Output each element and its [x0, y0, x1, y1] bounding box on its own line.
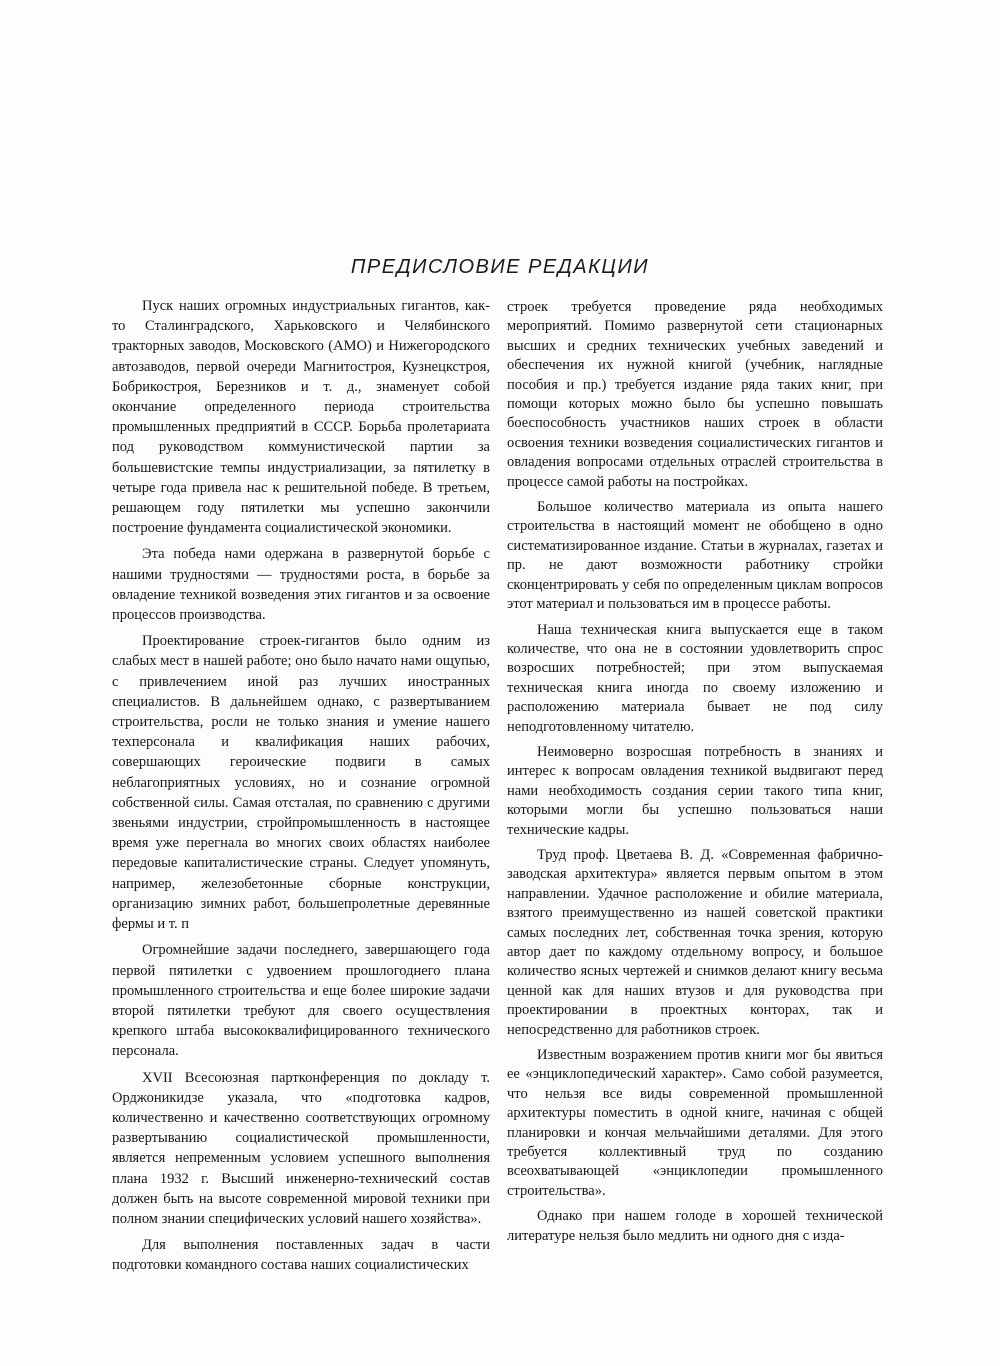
left-column — [112, 296, 490, 1276]
paragraph: Наша техническая книга выпускается еще в таком количестве, что она не в состоянии удовлетворить спрос возросших потребностей; при этом выпускаемая техническая книга иногда по своему изложению и расположению материала бывает не под силу неподготовленному читателю. — [507, 621, 883, 735]
paragraph: XVII Всесоюзная партконференция по докладу т. Орджоникидзе указала, что «подготовка кадров, количественно и качественно соответствующих огромному развертыванию социалистической промышленности, является непременным условием успешного выполнения плана 1932 г. Высший инженерно-технический состав должен быть на высоте современной мировой техники при полном знании специфических условий нашего хозяйства». — [112, 1069, 490, 1227]
paragraph: Эта победа нами одержана в развернутой борьбе с нашими трудностями — трудностями роста, в борьбе за овладение техникой возведения этих гигантов и за освоение процессов производства. — [112, 546, 490, 624]
paragraph: Проектирование строек-гигантов было одним из слабых мест в нашей работе; оно было начато нами ощупью, с привлечением иной раз лучших иностранных специалистов. В дальнейшем однако, с развертыванием строительства, росли не только знания и умение нашего техперсонала и квалификация наших рабочих, совершающих героические подвиги в самых неблагоприятных условиях, но и сознание огромной собственной силы. Самая отсталая, по сравнению с другими звеньями индустрии, стройпромышленность в настоящее время уже перегнала во многих своих областях наиболее передовые капиталистические страны. Следует упомянуть, например, железобетонные сборные конструкции, организацию зимних работ, большепролетные деревянные фермы и т. п — [112, 633, 490, 933]
paragraph: Большое количество материала из опыта нашего строительства в настоящий момент не обобщено в одно систематизированное издание. Статьи в журналах, газетах и пр. не дают возможности работнику стройки сконцентрировать у себя по определенным циклам вопросов этот материал и пользоваться им в процессе работы. — [507, 499, 883, 613]
paragraph: Пуск наших огромных индустриальных гигантов, как-то Сталинградского, Харьковского и Челябинского тракторных заводов, Московского (АМО) и Нижегородского автозаводов, первой очереди Магнитостроя, Кузнецкстроя, Бобрикостроя, Березников и т. д., знаменует собой окончание определенного периода строительства промышленных предприятий в СССР. Борьба пролетариата под руководством коммунистической партии за большевистские темпы индустриализации, за пятилетку в четыре года привела нас к решительной победе. В третьем, решающем году пятилетки мы успешно закончили построение фундамента социалистической экономики. — [112, 298, 490, 537]
paragraph: Огромнейшие задачи последнего, завершающего года первой пятилетки с удвоением прошлогоднего плана промышленного строительства и еще более широкие задачи второй пятилетки требуют для своего осуществления крепкого штаба высококвалифицированного технического персонала. — [112, 942, 490, 1060]
paragraph: Известным возражением против книги мог бы явиться ее «энциклопедический характер». Само собой разумеется, что нельзя все виды современной промышленной архитектуры поместить в одной книге, начиная с общей планировки и кончая мельчайшими деталями. Для этого требуется коллективный труд по созданию всеохватывающей «энциклопедии промышленного строительства». — [507, 1047, 883, 1199]
paragraph: Для выполнения поставленных задач в части подготовки командного состава наших социалистических — [112, 1237, 490, 1274]
right-column — [507, 298, 883, 1246]
page-title: ПРЕДИСЛОВИЕ РЕДАКЦИИ — [350, 256, 650, 278]
paragraph: Труд проф. Цветаева В. Д. «Современная фабрично-заводская архитектура» является первым опытом в этом направлении. Удачное расположение и обилие материала, взятого преимущественно из нашей советской практики самых последних лет, собственная точка зрения, которую автор дает по каждому отдельному вопросу, и большое количество ясных чертежей и снимков делают книгу весьма ценной как для наших втузов и для руководства при проектировании в проектных конторах, так и непосредственно для работников строек. — [507, 846, 883, 1038]
paragraph: Неимоверно возросшая потребность в знаниях и интерес к вопросам овладения техникой выдвигают перед нами необходимость создания серии такого типа книг, которыми могли бы успешно пользоваться наши технические кадры. — [507, 743, 883, 838]
paragraph: строек требуется проведение ряда необходимых мероприятий. Помимо развернутой сети стационарных высших и средних технических учебных заведений и обеспечения их нужной книгой (учебник, наглядные пособия и пр.) требуется издание ряда таких книг, при помощи которых можно было бы успешно повышать боеспособность участников наших строек в области освоения техники возведения социалистических гигантов и овладения вопросами отдельных отраслей строительства в процессе самой работы на постройках. — [507, 299, 883, 490]
paragraph: Однако при нашем голоде в хорошей технической литературе нельзя было медлить ни одного дня с изда- — [507, 1208, 883, 1244]
